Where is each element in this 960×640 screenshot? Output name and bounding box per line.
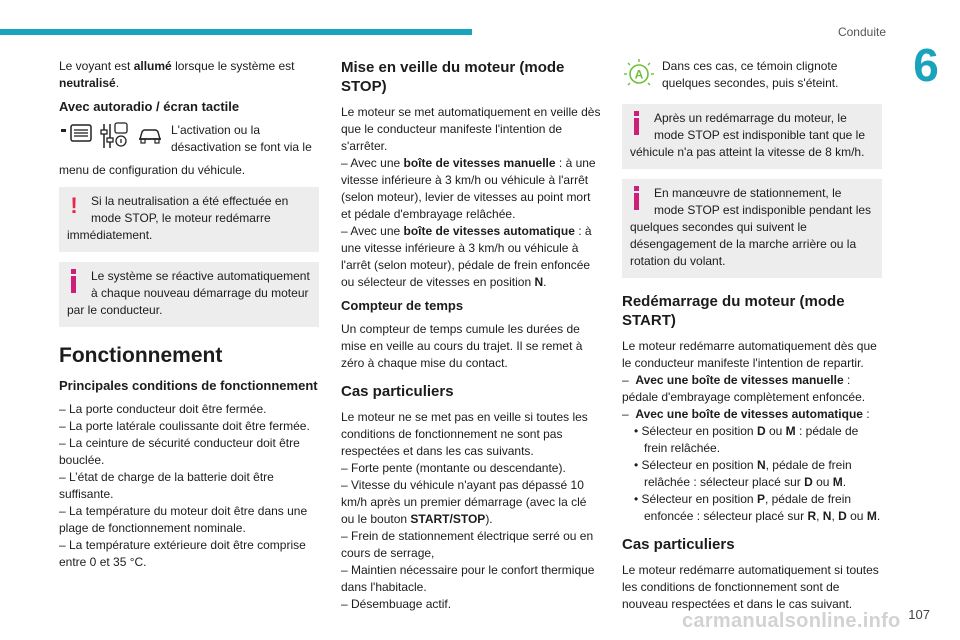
info-icon [632, 186, 642, 210]
chapter-number: 6 [913, 39, 939, 91]
info-box [622, 179, 882, 278]
list-item: – La ceinture de sécurité conducteur doit être bouclée. [59, 436, 300, 467]
info-icon [69, 269, 79, 293]
blink-text: Dans ces cas, ce témoin clignote quelques secondes, puis s'éteint. [662, 59, 839, 90]
info-box [622, 104, 882, 169]
info-box [59, 262, 319, 327]
car-icon [137, 126, 163, 146]
info-text: En manœuvre de stationnement, le mode STOP est indisponible pendant les [654, 186, 872, 217]
cas2-text: Le moteur redémarre automatiquement si toutes les conditions de fonctionnement sont de nouveau respectées et dans le cas suivant. [622, 563, 879, 611]
veille-manual: – Avec une boîte de vitesses manuelle : à une vitesse inférieure à 3 km/h ou véhicule à l'arrêt (selon moteur), levier de vitesses au point mort et pédale d'embrayage relâchée. [341, 156, 596, 221]
list-item: • Sélecteur en position D ou M : pédale de frein relâchée. [634, 424, 859, 455]
cas-intro: Le moteur ne se met pas en veille si toutes les conditions de fonctionnement ne sont pas respectées et dans les cas suivants. [341, 410, 588, 458]
veille-automatic: – Avec une boîte de vitesses automatique : à une vitesse inférieure à 3 km/h ou véhicule à l'arrêt (selon moteur), pédale de frein enfoncée ou sélecteur de vitesses en position N. [341, 224, 592, 289]
compteur-text: Un compteur de temps cumule les durées de mise en veille au cours du trajet. Il se remet à zéro à chaque mise du contact. [341, 322, 583, 370]
heading-fonctionnement: Fonctionnement [59, 344, 223, 367]
heading-conditions: Principales conditions de fonctionnement [59, 378, 318, 393]
info-text-continued: par le conducteur. [67, 303, 163, 317]
column-1 [59, 58, 319, 571]
list-item: – Frein de stationnement électrique serré ou en cours de serrage, [341, 529, 594, 560]
info-text: Après un redémarrage du moteur, le mode STOP est indisponible tant que le [654, 111, 866, 142]
stop-start-warning-light-icon [622, 58, 656, 90]
section-title: Conduite [837, 25, 886, 39]
blink-note [622, 58, 882, 94]
info-text-continued: véhicule n'a pas atteint la vitesse de 8 km/h. [630, 145, 865, 159]
list-item: – La porte latérale coulissante doit être fermée. [59, 419, 310, 433]
heading-mise-en-veille: Mise en veille du moteur (mode STOP) [341, 59, 565, 95]
info-text: Le système se réactive automatiquement à chaque nouveau démarrage du moteur [91, 269, 310, 300]
conditions-list [59, 401, 319, 571]
page-number: 107 [908, 607, 930, 622]
indicator-intro: Le voyant est allumé lorsque le système est neutralisé. [59, 59, 295, 90]
list-item: – L’état de charge de la batterie doit être suffisante. [59, 470, 274, 501]
list-item: – La température extérieure doit être comprise entre 0 et 35 °C. [59, 538, 306, 569]
veille-intro: Le moteur se met automatiquement en veille dès que le conducteur manifeste l'intention de s'arrêter. [341, 105, 601, 153]
warning-text-continued: immédiatement. [67, 228, 153, 242]
watermark: carmanualsonline.info [682, 610, 901, 632]
column-3 [622, 58, 882, 619]
list-item: – Avec une boîte de vitesses manuelle : pédale d'embrayage complètement enfoncée. [622, 373, 866, 404]
list-item: – Forte pente (montante ou descendante). [341, 461, 566, 475]
list-item: – Avec une boîte de vitesses automatique : [622, 407, 870, 421]
warning-icon: ! [70, 193, 78, 218]
warning-text: Si la neutralisation a été effectuée en mode STOP, le moteur redémarre [91, 194, 289, 225]
column-2 [341, 58, 601, 613]
list-item: – Maintien nécessaire pour le confort thermique dans l'habitacle. [341, 563, 595, 594]
heading-compteur: Compteur de temps [341, 298, 464, 313]
list-item: – La température du moteur doit être dans une plage de fonctionnement nominale. [59, 504, 308, 535]
redem-intro: Le moteur redémarre automatiquement dès que le conducteur manifeste l'intention de repartir. [622, 339, 877, 370]
autoradio-text: L'activation ou la désactivation se font via le [171, 123, 312, 154]
autoradio-instruction [59, 122, 319, 162]
svg-text:A: A [634, 67, 644, 82]
info-icon [632, 111, 642, 135]
list-item: • Sélecteur en position P, pédale de frein enfoncée : sélecteur placé sur R, N, D ou M. [634, 492, 881, 523]
warning-box [59, 187, 319, 252]
heading-cas-particuliers: Cas particuliers [341, 383, 454, 400]
list-item: – La porte conducteur doit être fermée. [59, 402, 267, 416]
autoradio-text-continued: menu de configuration du véhicule. [59, 163, 246, 177]
heading-redemarrage: Redémarrage du moteur (mode START) [622, 293, 845, 329]
list-item: – Désembuage actif. [341, 597, 452, 611]
info-text-continued: quelques secondes qui suivent le désengagement de la marche arrière ou la rotation du volant. [630, 220, 857, 268]
header-accent-bar [0, 29, 472, 35]
heading-autoradio: Avec autoradio / écran tactile [59, 99, 240, 114]
settings-sliders-icon [99, 122, 129, 150]
list-item: • Sélecteur en position N, pédale de frein relâchée : sélecteur placé sur D ou M. [634, 458, 852, 489]
heading-cas-particuliers-2: Cas particuliers [622, 536, 735, 553]
menu-icon [59, 124, 93, 144]
list-item: – Vitesse du véhicule n'ayant pas dépassé 10 km/h après un premier démarrage (avec la clé ou le bouton START/STOP). [341, 478, 587, 526]
